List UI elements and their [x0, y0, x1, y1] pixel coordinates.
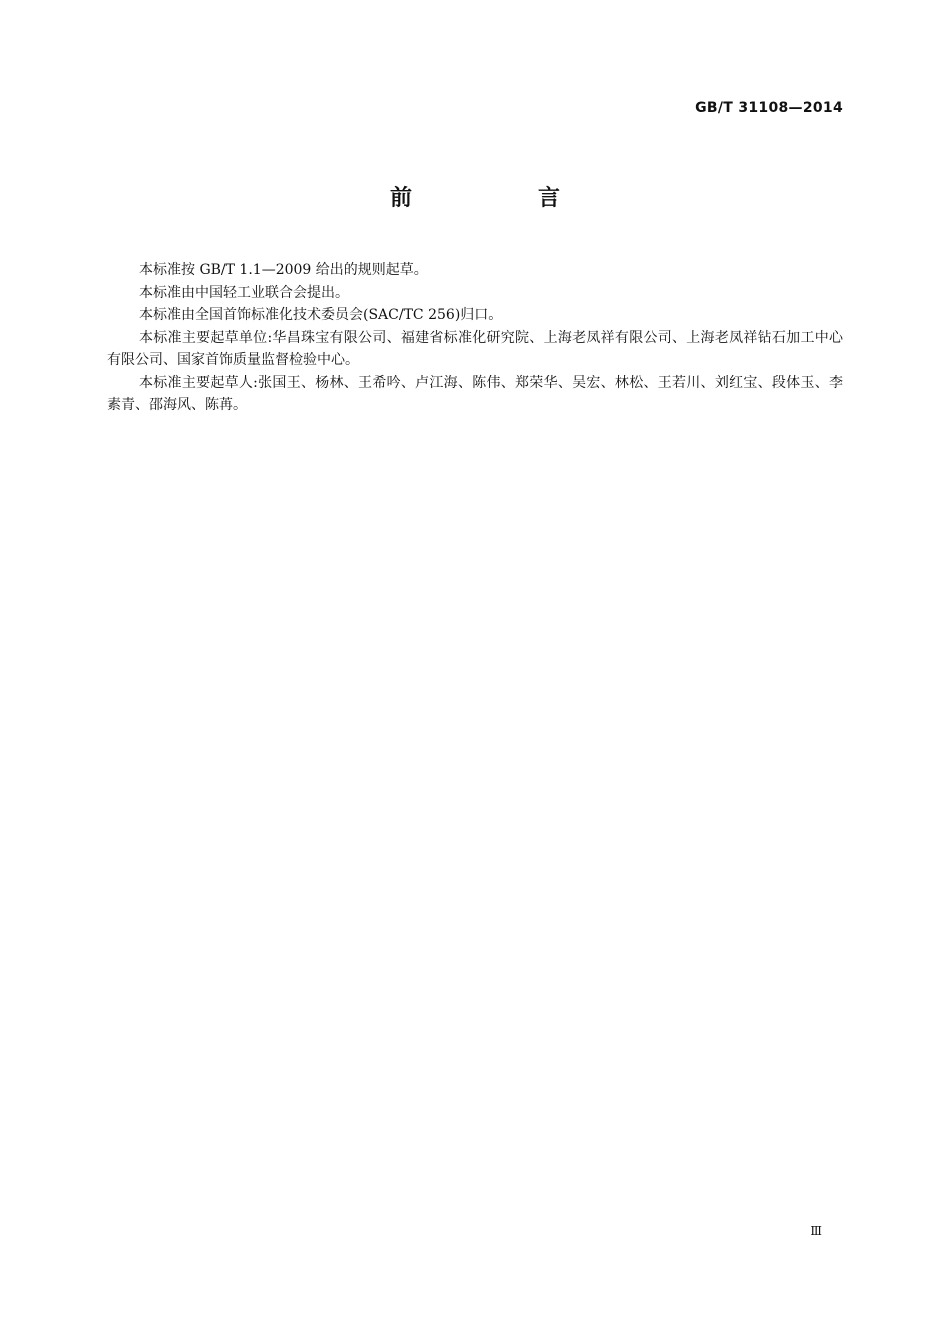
page-title: 前 言	[389, 186, 612, 211]
page-number: Ⅲ	[810, 1224, 822, 1238]
paragraph-proposer: 本标准由中国轻工业联合会提出。	[139, 284, 349, 301]
paragraph-technical-committee: 本标准由全国首饰标准化技术委员会(SAC/TC 256)归口。	[139, 307, 503, 323]
paragraph-drafting-units: 本标准主要起草单位:华昌珠宝有限公司、福建省标准化研究院、上海老凤祥有限公司、上海老凤祥钻石加工中心有限公司、国家首饰质量监督检验中心。	[107, 329, 843, 368]
preface-content	[107, 259, 843, 417]
paragraph-drafters: 本标准主要起草人:张国王、杨林、王希吟、卢江海、陈伟、郑荣华、吴宏、林松、王若川、刘红宝、段体玉、李素青、邵海风、陈苒。	[107, 374, 843, 413]
standard-code: GB/T 31108—2014	[695, 100, 843, 116]
paragraph-drafting-rules: 本标准按 GB/T 1.1—2009 给出的规则起草。	[139, 262, 428, 278]
